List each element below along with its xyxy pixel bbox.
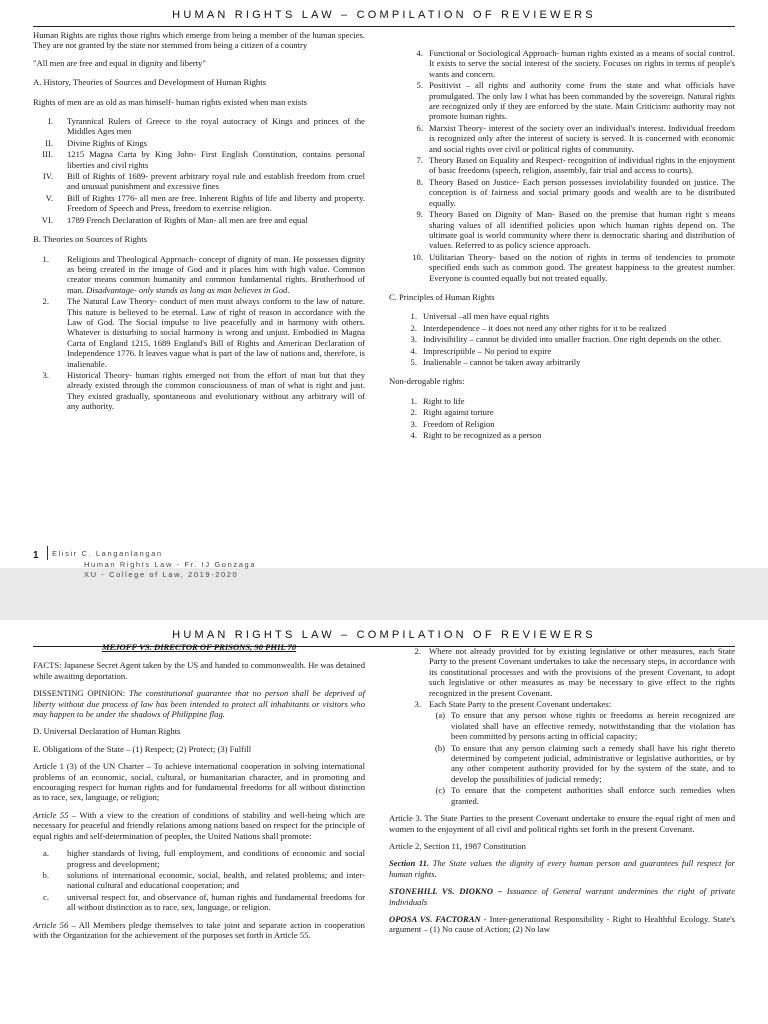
oposa-case [389,914,735,935]
history-list [33,116,365,225]
list-item [33,116,365,137]
article-56 [33,920,365,941]
list-marker: VI. [41,214,53,225]
list-item [405,252,735,283]
list-marker: (c) [435,785,445,796]
section-11-text: The State values the dignity of every human person and guarantees full respect for human rights. [389,858,735,879]
oposa-text: Inter-generational Responsibility - Right to Healthful Ecology. State's argument – (1) No cause of Action; (2) No law [389,913,736,935]
left-column [33,30,365,419]
list-item-text: Imprescriptible – No period to expire [423,345,552,356]
list-item [405,407,735,417]
list-item-text: Utilitarian Theory- based on the notion of rights in terms of tendencies to promote specified ends such as common good. The greatest happiness to the greatest number. Everyone is counted equally but not treated equally. [429,251,735,283]
list-item-text: Right against torture [423,407,494,418]
list-marker: 1. [42,253,49,264]
list-item-text: Functional or Sociological Approach- human rights existed as a means of social control. It exists to serve the social interest of the society. Focuses on rights in terms of people's wants and concern. [429,48,735,79]
list-marker: 4. [410,345,417,356]
section-heading: A. History, Theories of Sources and Development of Human Rights [33,77,266,88]
right-column [389,646,736,942]
list-item [405,743,735,785]
stonehill-case [389,886,735,907]
stonehill-text: Issuance of General warrant undermines the right of private individuals [389,886,736,907]
list-item [405,323,735,333]
list-item [33,892,365,913]
list-item-text: higher standards of living, full employment, and conditions of economic and social progress and development; [67,848,365,869]
non-derogable-heading: Non-derogable rights: [389,376,465,387]
page-2 [0,620,768,1024]
list-item-text: Marxist Theory- interest of the society over an individual's interest. Individual freedom is recognized only after the interest of society is served. It is concerned with economic and social rights over civil or political rights of community. [429,122,735,154]
article-55 [33,810,365,841]
list-marker: 10. [412,251,423,262]
list-item-text: Freedom of Religion [423,418,495,429]
section-11-label: Section 11. [389,858,430,869]
list-item-text: solutions of international economic, social, health, and related problems; and inter-national cultural and educational cooperation; and [67,869,365,891]
list-item [405,80,735,122]
covenant-items [405,646,735,709]
list-marker: 1. [410,395,417,406]
list-item [405,430,735,440]
list-item [405,334,735,344]
list-item [405,396,735,406]
list-item-text: 1789 French Declaration of Rights of Man- all men are free and equal [67,214,308,225]
list-item-text: Theory Based on Dignity of Man- Based on the premise that human right s means sharing values of all identified policies upon which human rights depend on. The ultimate goal is world community where there is democratic sharing and distribution of values. Referred to as policy science approach. [429,209,735,251]
list-item [33,848,365,869]
footer-separator [47,546,48,560]
list-marker: 6. [416,122,423,133]
list-item-text: Historical Theory- human rights emerged not from the effort of man but that they already existed through the common consciousness of man of what is right and just. They existed gradually, spontaneous and evolutionary without any arbitrary will of any authority. [67,369,365,412]
theories-list-continued [405,48,735,283]
list-item [405,209,735,251]
list-marker: 3. [410,334,417,345]
list-item [33,193,365,214]
list-marker: (b) [434,742,445,753]
list-marker: 2. [410,407,417,418]
article-55-label: Article 55 [33,809,69,820]
list-marker: (a) [435,710,445,721]
list-item [405,48,735,79]
header-rule [33,26,735,27]
article-55-list [33,848,365,912]
footer-course: Human Rights Law - Fr. IJ Gonzaga [84,560,257,569]
list-item [405,346,735,356]
facts-paragraph [33,660,365,681]
list-item [405,177,735,208]
list-item [33,171,365,192]
dissent-paragraph [33,688,365,719]
list-item-text: To ensure that any person whose rights or freedoms as herein recognized are violated shall have an effective remedy, notwithstanding that the violation has been committed by persons acting in official capacity; [451,710,735,742]
dissent-label: DISSENTING OPINION: [33,688,126,699]
list-item [33,215,365,225]
list-item [405,785,735,806]
list-item-text: Bill of Rights 1776- all men are free. Inherent Rights of life and liberty and property. Freedom of Speech and Press, freedom to exercise religion. [67,192,365,214]
list-marker: III. [42,149,53,160]
list-marker: 2. [42,296,49,307]
list-item-text: Tyrannical Rulers of Greece to the royal autocracy of Kings and princes of the Middles Ages men [67,116,365,137]
stonehill-label: STONEHILL VS. DIOKNO – [389,886,503,897]
list-marker: 9. [416,209,423,220]
article-56-label: Article 56 [33,919,69,930]
list-item [405,646,735,698]
list-item [405,123,735,154]
list-item [33,149,365,170]
page-number: 1 [33,550,39,561]
section-heading: B. Theories on Sources of Rights [33,234,147,245]
constitution-heading: Article 2, Section 11, 1987 Constitution [389,840,526,851]
case-title: MEJOFF VS. DIRECTOR OF PRISONS, 90 PHIL 70 [101,642,297,652]
intro-paragraph: Human Rights are rights those rights which emerge from being a member of the human species. They are not granted by the state nor stemmed from being a citizen of a country [33,30,365,51]
list-item-text: Right to life [423,395,465,406]
list-item-text: Interdependence – it does not need any other rights for it to be realized [423,322,667,333]
list-item [405,419,735,429]
list-marker: I. [47,116,53,127]
list-item-text: Theory Based on Justice- Each person possesses inviolability founded on justice. The conception is of fairness and social primary goods and wealth are to be distributed equally. [429,176,735,208]
footer-school: XU - College of Law, 2019-2020 [84,570,239,579]
list-item [405,357,735,367]
theories-list [33,254,365,412]
article-3: Article 3. The State Parties to the present Covenant undertake to ensure the equal right of men and women to the enjoyment of all civil and political rights set forth in the present Covenant. [389,813,735,834]
list-marker: 2. [410,322,417,333]
list-item-text: Positivist – all rights and authority come from the state and what officials have promulgated. The only law I what has been commanded by the sovereign. Natural rights are recognized only if they are enforced by the state. Main Criticism: authority may not promote human rights. [429,80,735,122]
list-marker: 7. [416,155,423,166]
article-1: Article 1 (3) of the UN Charter – To achieve international cooperation in solving international problems of an economic, social, cultural, or humanitarian character, and in promoting and encouraging respect for human rights and for fundamental freedoms for all without distinction as to race, sex, language, or religion; [33,761,365,803]
list-marker: c. [43,891,49,902]
list-marker: 2. [414,646,421,656]
list-item [33,254,365,296]
list-item [405,155,735,176]
left-column [33,642,365,947]
section-11 [389,858,735,879]
list-item [33,370,365,412]
list-marker: 1. [410,311,417,322]
footer-author: Elisir C. Langanlangan [52,549,163,558]
page-header: HUMAN RIGHTS LAW – COMPILATION OF REVIEWERS [172,629,596,641]
list-marker: 5. [416,80,423,91]
list-marker: 3. [410,418,417,429]
list-item [405,710,735,741]
list-item-text: 1215 Magna Carta by King John- First English Constitution, contains personal liberties and civil rights [67,149,365,170]
list-item-text: Theory Based on Equality and Respect- recognition of individual rights in the enjoyment of basic freedoms (speech, religion, assembly, fair trial and access to courts). [429,155,735,176]
list-item-text: universal respect for, and observance of, human rights and fundamental freedoms for all without distinction as to race, sex, language, or religion. [67,891,365,913]
list-item [33,138,365,148]
facts-label: FACTS: [33,660,62,671]
section-heading: D. Universal Declaration of Human Rights [33,726,181,737]
list-item [33,870,365,891]
list-marker: IV. [42,171,53,182]
right-column [389,48,735,447]
list-marker: V. [45,192,53,203]
list-marker: 3. [42,369,49,380]
list-marker: 4. [416,48,423,58]
list-item-text: Indivisibility – cannot be divided into smaller fraction. One right depends on the other. [423,334,722,345]
list-item-note: Disadvantage- only stands as long as man believes in God. [86,284,290,295]
dissent-text: The constitutional guarantee that no person shall be deprived of liberty without due process of law has been intended to protect all inhabitants or visitors who may happen to be under the shadows of Philippine flag. [33,688,365,720]
oposa-label: OPOSA VS. FACTORAN - [389,913,487,924]
list-item-text: Religious and Theological Approach- concept of dignity of man. He possesses dignity as being created in the image of God and it places him with high value. Common creator means common humanity and common fundamental rights. Brotherhood of man. [67,253,365,295]
quote: "All men are free and equal in dignity and liberty" [33,57,206,68]
list-item [405,699,735,709]
list-item-text: Bill of Rights of 1689- prevent arbitrary royal rule and establish freedom from cruel and unusual punishment and excessive fines [67,171,365,192]
list-item-text: To ensure that the competent authorities shall enforce such remedies when granted. [451,785,735,806]
list-marker: 8. [416,176,423,187]
page-header: HUMAN RIGHTS LAW – COMPILATION OF REVIEWERS [172,9,596,21]
list-item-text: Right to be recognized as a person [423,430,542,440]
list-item [405,311,735,321]
list-marker: b. [42,869,49,880]
list-item-text: Where not already provided for by existing legislative or other measures, each State Party to the present Covenant undertakes to take the necessary steps, in accordance with its constitutional processes and with the provisions of the present Covenant, to adopt such legislative or other measures as may be necessary to give effect to the rights recognized in the present Covenant. [429,646,735,698]
list-item-text: Universal –all men have equal rights [423,311,550,322]
non-derogable-list [405,396,735,441]
covenant-subitems [405,710,735,806]
list-marker: 5. [410,356,417,367]
list-item-text: Inalienable – cannot be taken away arbitrarily [423,356,581,367]
paragraph: Rights of men are as old as man himself- human rights existed when man exists [33,96,307,107]
section-heading: E. Obligations of the State – (1) Respect; (2) Protect; (3) Fulfill [33,743,252,754]
principles-list [405,311,735,367]
facts-text: Japanese Secret Agent taken by the US and handed to commonwealth. He was detained while awaiting deportation. [33,660,365,681]
article-56-text: – All Members pledge themselves to take joint and separate action in cooperation with the Organization for the achievement of the purposes set forth in Article 55. [33,919,365,940]
list-item-text: To ensure that any person claiming such a remedy shall have his right thereto determined by competent judicial, administrative or legislative authorities, or by any other competent authority provided for by the system of the state, and to develop the possibilities of judicial remedy; [451,742,735,784]
list-marker: 4. [410,430,417,440]
list-marker: 3. [414,699,421,710]
list-item [33,296,365,369]
list-item-text: Each State Party to the present Covenant undertakes: [429,699,612,710]
list-marker: II. [45,137,53,148]
list-item-text: Divine Rights of Kings [67,137,147,148]
section-heading: C. Principles of Human Rights [389,291,495,302]
list-marker: a. [43,848,49,859]
article-55-text: – With a view to the creation of conditions of stability and well-being which are necessary for peaceful and friendly relations among nations based on respect for the principle of equal rights and self-determination of peoples, the United Nations shall promote: [33,809,365,841]
list-item-text: The Natural Law Theory- conduct of men must always conform to the law of nature. This nature is believed to be eternal. Law of right of reason in accordance with the Law of God. The Social impulse to live peacefully and in harmony with others. Whatever is disturbing to social harmony is wrong and unjust. Embodied in Magna Carta of England 1215, 1689 England's Bill of Rights and American Declaration of Independence 1776. It leaves vague what is part of the law of nations and, therefore, is inalienable. [67,296,365,369]
